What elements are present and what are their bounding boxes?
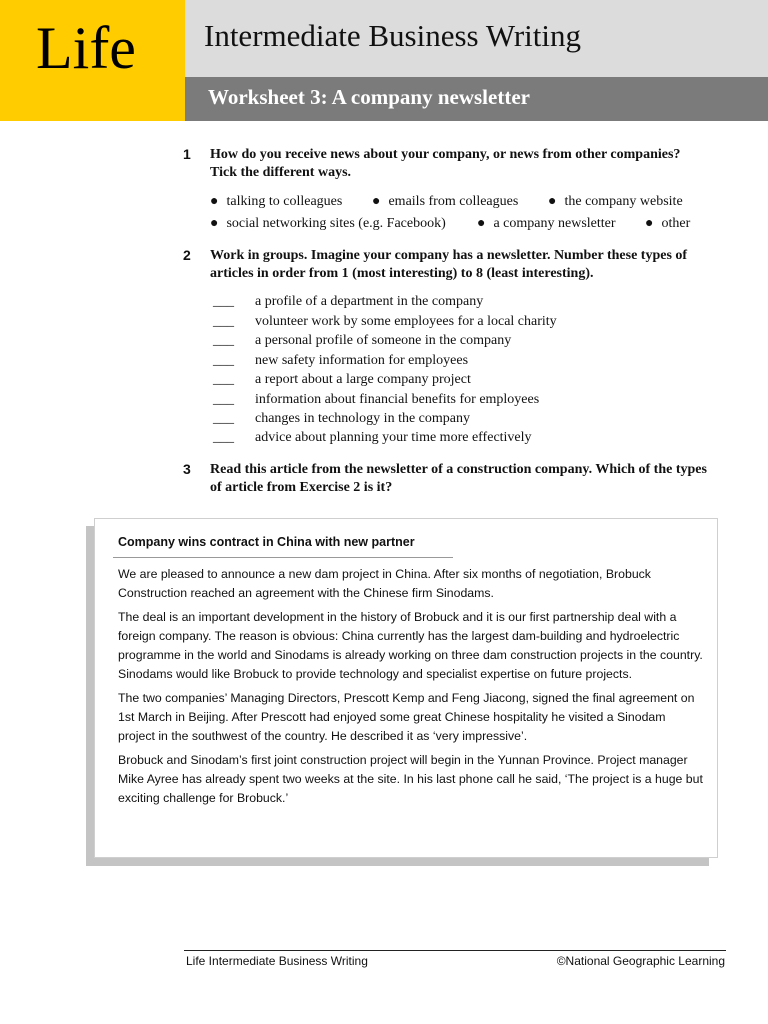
answer-blank: ___ xyxy=(213,314,234,329)
article-type-item: ___ a report about a large company project xyxy=(213,372,471,387)
answer-blank: ___ xyxy=(213,353,234,368)
article-type-item: ___ volunteer work by some employees for a local charity xyxy=(213,314,557,329)
answer-blank: ___ xyxy=(213,411,234,426)
title-band xyxy=(185,0,768,77)
article-body xyxy=(118,565,703,813)
footer-rule xyxy=(184,950,726,951)
exercise-3-instructions: Read this article from the newsletter of a construction company. Which of the types of article from Exercise 2 is it? xyxy=(210,462,707,495)
option-other: ● other xyxy=(645,216,691,231)
bullet-icon: ● xyxy=(210,216,219,231)
answer-blank: ___ xyxy=(213,294,234,309)
bullet-icon: ● xyxy=(548,194,557,209)
article-type-item: ___ changes in technology in the company xyxy=(213,411,470,426)
article-paragraph: The two companies’ Managing Directors, Prescott Kemp and Feng Jiacong, signed the final agreement on 1st March in Beijing. After Prescott had enjoyed some great Chinese hospitality he visited a Sinodam project in the southwest of the country. He described it as ‘very impressive’. xyxy=(118,691,695,743)
bullet-icon: ● xyxy=(372,194,381,209)
bullet-icon: ● xyxy=(645,216,654,231)
answer-blank: ___ xyxy=(213,372,234,387)
life-logo-box xyxy=(0,0,185,121)
option-company-newsletter: ● a company newsletter xyxy=(477,216,616,231)
option-social-networking: ● social networking sites (e.g. Facebook) xyxy=(210,216,446,231)
article-type-item: ___ a personal profile of someone in the company xyxy=(213,333,512,348)
worksheet-subtitle: Worksheet 3: A company newsletter xyxy=(208,85,530,109)
article-paragraph: We are pleased to announce a new dam project in China. After six months of negotiation, Brobuck Construction reached an agreement with the Chinese firm Sinodams. xyxy=(118,567,651,600)
exercise-1-instructions: How do you receive news about your company, or news from other companies? Tick the different ways. xyxy=(210,147,681,180)
bullet-icon: ● xyxy=(477,216,486,231)
exercise-3-number: 3 xyxy=(183,461,191,477)
article-type-item: ___ new safety information for employees xyxy=(213,353,469,368)
answer-blank: ___ xyxy=(213,430,234,445)
answer-blank: ___ xyxy=(213,392,234,407)
subtitle-band xyxy=(185,77,768,121)
article-title-rule xyxy=(113,557,453,558)
exercise-1-number: 1 xyxy=(183,146,191,162)
article-paragraph: Brobuck and Sinodam’s first joint construction project will begin in the Yunnan Province. Project manager Mike Ayree has already spent two weeks at the site. In his last phone call he said, ‘The project is a huge but exciting challenge for Brobuck.’ xyxy=(118,753,703,805)
exercise-2-instructions: Work in groups. Imagine your company has a newsletter. Number these types of articles in order from 1 (most interesting) to 8 (least interesting). xyxy=(210,248,688,281)
footer-course-title: Life Intermediate Business Writing xyxy=(186,954,368,968)
page-title: Intermediate Business Writing xyxy=(204,18,581,53)
option-talking-to-colleagues: ● talking to colleagues xyxy=(210,194,343,209)
article-paragraph: The deal is an important development in the history of Brobuck and it is our first partnership deal with a foreign company. The reason is obvious: China currently has the largest dam-building and hydroelectric programme in the world and Sinodams is already working on three dam construction projects in the country. Sinodams would like Brobuck to provide technology and specialist expertise on future projects. xyxy=(118,610,703,681)
footer-copyright: ©National Geographic Learning xyxy=(556,954,725,968)
life-logo: Life xyxy=(36,15,136,81)
article-type-item: ___ a profile of a department in the company xyxy=(213,294,484,309)
article-title: Company wins contract in China with new partner xyxy=(118,535,415,549)
exercise-2-number: 2 xyxy=(183,247,191,263)
option-company-website: ● the company website xyxy=(548,194,683,209)
article-type-item: ___ information about financial benefits for employees xyxy=(213,392,540,407)
article-type-item: ___ advice about planning your time more effectively xyxy=(213,430,532,445)
answer-blank: ___ xyxy=(213,333,234,348)
bullet-icon: ● xyxy=(210,194,219,209)
newsletter-article xyxy=(94,518,718,858)
option-emails-from-colleagues: ● emails from colleagues xyxy=(372,194,519,209)
